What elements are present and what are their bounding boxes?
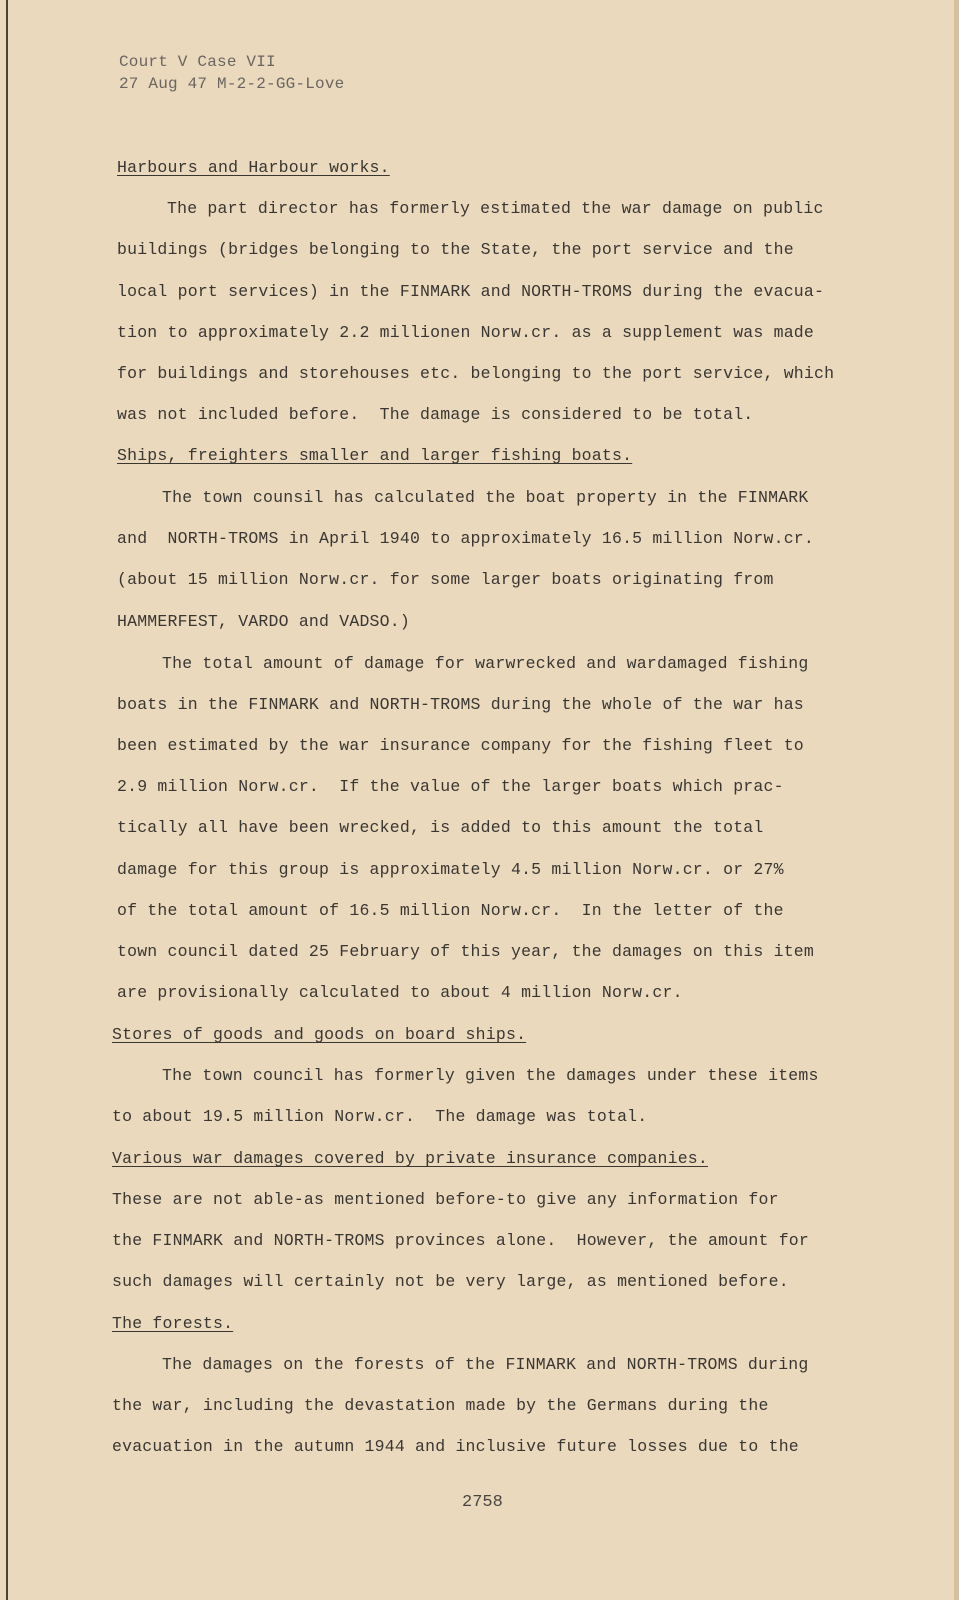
- text-line: The total amount of damage for warwrecked and wardamaged fishing: [162, 654, 809, 673]
- section-heading-ships: Ships, freighters smaller and larger fishing boats.: [117, 446, 633, 465]
- case-header-line2: 27 Aug 47 M-2-2-GG-Love: [119, 75, 345, 93]
- text-line: The town council has formerly given the damages under these items: [162, 1066, 819, 1085]
- text-line: evacuation in the autumn 1944 and inclusive future losses due to the: [112, 1437, 799, 1456]
- text-line: of the total amount of 16.5 million Norw.cr. In the letter of the: [117, 901, 784, 920]
- text-line: been estimated by the war insurance company for the fishing fleet to: [117, 736, 804, 755]
- text-line: to about 19.5 million Norw.cr. The damage was total.: [112, 1107, 648, 1126]
- text-line: and NORTH-TROMS in April 1940 to approximately 16.5 million Norw.cr.: [117, 529, 815, 548]
- text-line: tion to approximately 2.2 millionen Norw.cr. as a supplement was made: [117, 323, 815, 342]
- text-line: such damages will certainly not be very large, as mentioned before.: [112, 1272, 789, 1291]
- text-line: (about 15 million Norw.cr. for some larger boats originating from: [117, 570, 774, 589]
- text-line: was not included before. The damage is considered to be total.: [117, 405, 754, 424]
- text-line: boats in the FINMARK and NORTH-TROMS during the whole of the war has: [117, 695, 804, 714]
- text-line: the FINMARK and NORTH-TROMS provinces alone. However, the amount for: [112, 1231, 810, 1250]
- section-heading-harbours: Harbours and Harbour works.: [117, 158, 390, 177]
- text-line: town council dated 25 February of this year, the damages on this item: [117, 942, 815, 961]
- text-line: for buildings and storehouses etc. belonging to the port service, which: [117, 364, 835, 383]
- case-header-line1: Court V Case VII: [119, 53, 276, 71]
- page-left-edge: [6, 0, 8, 1600]
- section-heading-forests: The forests.: [112, 1314, 234, 1333]
- text-line: are provisionally calculated to about 4 million Norw.cr.: [117, 983, 683, 1002]
- text-line: The town counsil has calculated the boat property in the FINMARK: [162, 488, 809, 507]
- text-line: The damages on the forests of the FINMARK and NORTH-TROMS during: [162, 1355, 809, 1374]
- section-heading-insurance: Various war damages covered by private insurance companies.: [112, 1149, 708, 1168]
- text-line: the war, including the devastation made by the Germans during the: [112, 1396, 769, 1415]
- text-line: These are not able-as mentioned before-to give any information for: [112, 1190, 779, 1209]
- page-number: 2758: [462, 1493, 503, 1512]
- text-line: damage for this group is approximately 4.5 million Norw.cr. or 27%: [117, 860, 784, 879]
- text-line: local port services) in the FINMARK and NORTH-TROMS during the evacua-: [117, 282, 825, 301]
- text-line: tically all have been wrecked, is added to this amount the total: [117, 818, 764, 837]
- page-right-edge: [954, 0, 959, 1600]
- text-line: buildings (bridges belonging to the State, the port service and the: [117, 240, 794, 259]
- text-line: 2.9 million Norw.cr. If the value of the larger boats which prac-: [117, 777, 784, 796]
- section-heading-stores: Stores of goods and goods on board ships.: [112, 1025, 527, 1044]
- text-line: HAMMERFEST, VARDO and VADSO.): [117, 612, 410, 631]
- text-line: The part director has formerly estimated the war damage on public: [167, 199, 824, 218]
